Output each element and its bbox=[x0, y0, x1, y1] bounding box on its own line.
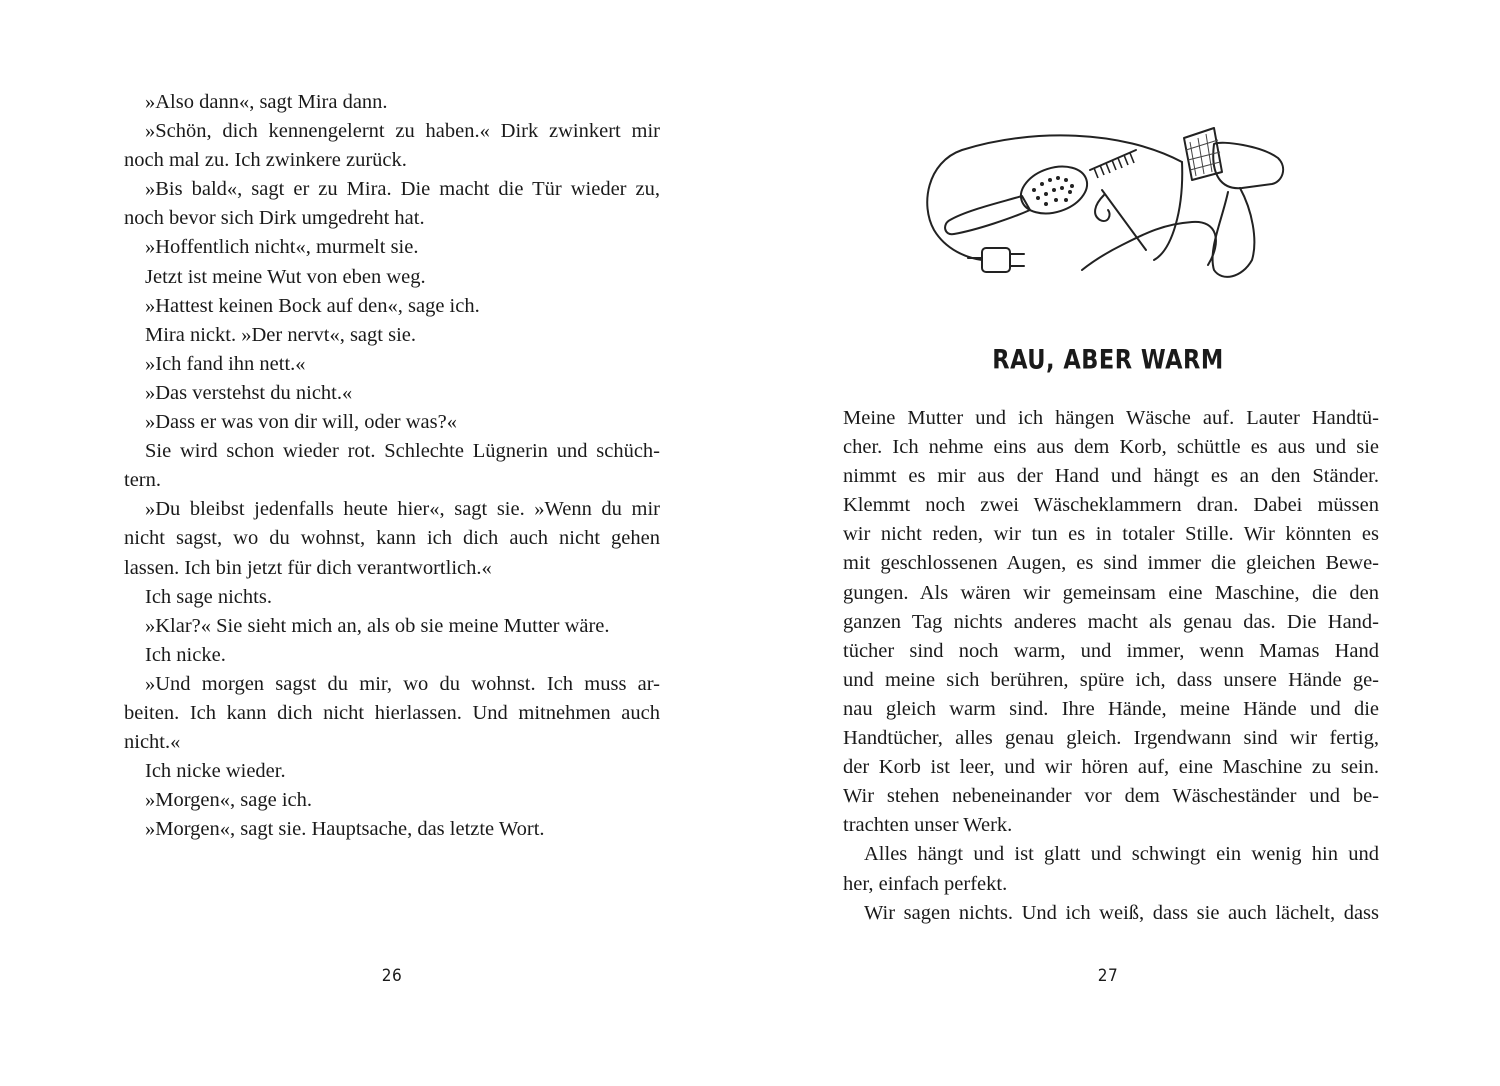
right-page-text bbox=[843, 404, 1379, 928]
text-line: Mira nickt. »Der nervt«, sagt sie. bbox=[145, 323, 416, 346]
text-line: Klemmt noch zwei Wäscheklammern dran. Dabei müssen bbox=[843, 494, 1379, 517]
text-line: Meine Mutter und ich hängen Wäsche auf. Lauter Handtü- bbox=[843, 407, 1379, 429]
text-line: trachten unser Werk. bbox=[843, 814, 1013, 837]
text-line: Ich nicke wieder. bbox=[145, 760, 286, 783]
text-line: »Schön, dich kennengelernt zu haben.« Dirk zwinkert mir bbox=[145, 120, 660, 143]
text-line: »Ich fand ihn nett.« bbox=[145, 352, 306, 375]
text-line: Wir sagen nichts. Und ich weiß, dass sie auch lächelt, dass bbox=[864, 901, 1379, 924]
text-line: nicht sagst, wo du wohnst, kann ich dich auch nicht gehen bbox=[124, 527, 660, 550]
text-line: her, einfach perfekt. bbox=[843, 872, 1008, 895]
text-line: Ich nicke. bbox=[145, 643, 226, 666]
text-line: »Das verstehst du nicht.« bbox=[145, 381, 353, 404]
text-line: Sie wird schon wieder rot. Schlechte Lügnerin und schüch- bbox=[145, 440, 660, 463]
hairbrush-comb-hairdryer-illustration bbox=[922, 110, 1292, 310]
text-line: wir nicht reden, wir tun es in totaler Stille. Wir könnten es bbox=[843, 523, 1379, 546]
text-line: »Bis bald«, sagt er zu Mira. Die macht die Tür wieder zu, bbox=[145, 178, 660, 201]
page-number: 27 bbox=[1097, 966, 1119, 986]
text-line: nimmt es mir aus der Hand und hängt es an den Ständer. bbox=[843, 465, 1379, 488]
text-line: mit geschlossenen Augen, es sind immer die gleichen Bewe- bbox=[843, 552, 1379, 575]
text-line: »Du bleibst jedenfalls heute hier«, sagt sie. »Wenn du mir bbox=[145, 498, 660, 521]
text-line: »Klar?« Sie sieht mich an, als ob sie meine Mutter wäre. bbox=[145, 614, 610, 637]
right-page bbox=[750, 0, 1500, 1086]
text-line: lassen. Ich bin jetzt für dich verantwortlich.« bbox=[124, 556, 492, 579]
text-line: nau gleich warm sind. Ihre Hände, meine Hände und die bbox=[843, 697, 1379, 720]
text-line: ganzen Tag nichts anderes macht als genau das. Die Hand- bbox=[843, 610, 1379, 633]
text-line: beiten. Ich kann dich nicht hierlassen. Und mitnehmen auch bbox=[124, 701, 660, 724]
text-line: »Also dann«, sagt Mira dann. bbox=[145, 91, 388, 113]
text-line: der Korb ist leer, und wir hören auf, eine Maschine zu sein. bbox=[843, 756, 1379, 779]
chapter-title: RAU, ABER WARM bbox=[992, 344, 1224, 375]
text-line: Jetzt ist meine Wut von eben weg. bbox=[145, 265, 426, 288]
text-line: Wir stehen nebeneinander vor dem Wäscheständer und be- bbox=[843, 785, 1379, 808]
text-line: »Morgen«, sagt sie. Hauptsache, das letzte Wort. bbox=[145, 818, 545, 841]
text-line: noch mal zu. Ich zwinkere zurück. bbox=[124, 149, 407, 172]
text-line: »Dass er was von dir will, oder was?« bbox=[145, 411, 457, 434]
text-line: und meine sich berühren, spüre ich, dass unsere Hände ge- bbox=[843, 668, 1379, 691]
text-line: gungen. Als wären wir gemeinsam eine Maschine, die den bbox=[843, 581, 1379, 604]
text-line: Alles hängt und ist glatt und schwingt ein wenig hin und bbox=[864, 843, 1379, 866]
text-line: »Hoffentlich nicht«, murmelt sie. bbox=[145, 236, 419, 259]
page-number: 26 bbox=[381, 966, 403, 986]
left-page-text bbox=[124, 88, 660, 844]
text-line: Ich sage nichts. bbox=[145, 585, 272, 608]
text-line: nicht.« bbox=[124, 731, 181, 754]
text-line: »Hattest keinen Bock auf den«, sage ich. bbox=[145, 294, 480, 317]
text-line: Handtücher, alles genau gleich. Irgendwann sind wir fertig, bbox=[843, 727, 1379, 750]
text-line: cher. Ich nehme eins aus dem Korb, schüttle es aus und sie bbox=[843, 436, 1379, 459]
text-line: tern. bbox=[124, 469, 161, 492]
text-line: noch bevor sich Dirk umgedreht hat. bbox=[124, 207, 425, 230]
text-line: »Morgen«, sage ich. bbox=[145, 789, 313, 812]
text-line: »Und morgen sagst du mir, wo du wohnst. Ich muss ar- bbox=[145, 672, 660, 695]
text-line: tücher sind noch warm, und immer, wenn Mamas Hand bbox=[843, 639, 1379, 662]
